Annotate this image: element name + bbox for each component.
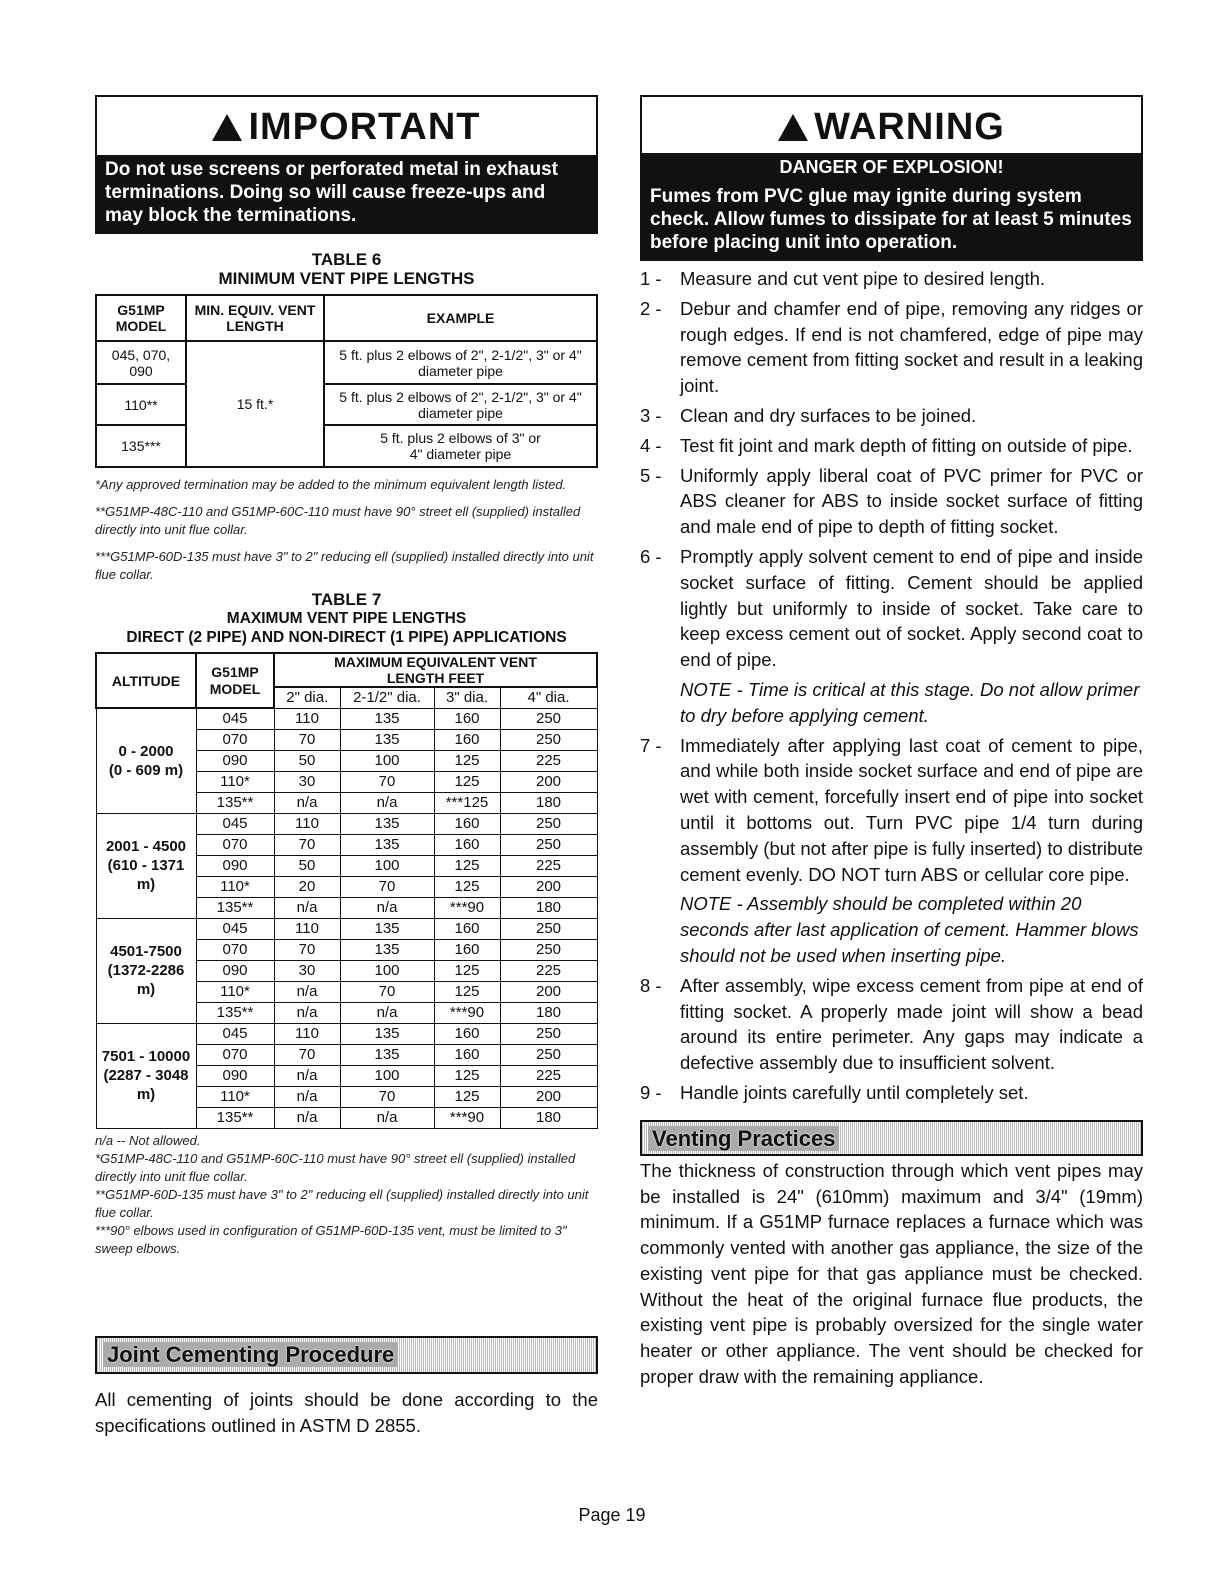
model-cell: 070 [196,939,274,960]
step-number: 3 - [640,404,662,426]
header-model: G51MP MODEL [196,653,274,708]
length-cell: n/a [340,1107,434,1128]
length-cell: 30 [274,771,340,792]
table6-subtitle: MINIMUM VENT PIPE LENGTHS [218,269,475,288]
joint-heading [95,1336,598,1374]
step-text: Clean and dry surfaces to be joined. [680,404,977,426]
warning-text: Fumes from PVC glue may ignite during system check. Allow fumes to dissipate for at least 5 minutes before placing unit into operation. [650,186,1132,253]
length-cell: 250 [500,1044,597,1065]
length-cell: 160 [434,1044,500,1065]
length-cell: 160 [434,708,500,729]
step-item [640,296,1143,399]
length-cell: 100 [340,960,434,981]
header-altitude: ALTITUDE [96,653,196,708]
warning-triangle-icon [212,114,242,141]
table-row [96,1023,597,1044]
altitude-m: (610 - 1371 m) [107,857,185,893]
length-cell: 125 [434,855,500,876]
length-cell: 250 [500,708,597,729]
length-cell: 160 [434,834,500,855]
min-length-cell: 15 ft.* [186,341,324,467]
example-cell: 5 ft. plus 2 elbows of 2", 2-1/2", 3" or 4" diameter pipe [324,341,597,384]
length-cell: 125 [434,960,500,981]
table-row [96,918,597,939]
step-text: After assembly, wipe excess cement from pipe at end of fitting socket. A properly made joint will show a bead around its entire perimeter. Any gaps may indicate a defective assembly due to insufficient solvent. [680,974,1143,1074]
venting-heading-text: Venting Practices [648,1126,839,1151]
length-cell: 100 [340,855,434,876]
length-cell: n/a [340,792,434,813]
length-cell: 250 [500,813,597,834]
table7-subtitle: MAXIMUM VENT PIPE LENGTHS [226,610,467,627]
warning-box [640,95,1143,261]
table7-footnote: n/a -- Not allowed. [95,1132,201,1148]
step-number: 8 - [640,974,662,996]
length-cell: 110 [274,813,340,834]
length-cell: 70 [274,729,340,750]
length-cell: 135 [340,918,434,939]
step-number: 4 - [640,434,662,456]
length-cell: 125 [434,771,500,792]
altitude-m: (2287 - 3048 m) [103,1067,189,1103]
table7-footnote: *G51MP-48C-110 and G51MP-60C-110 must have 90° street ell (supplied) installed directly into unit flue collar. [95,1150,576,1184]
model-cell: 045 [196,813,274,834]
length-cell: 180 [500,1107,597,1128]
length-cell: 225 [500,750,597,771]
table7-footnote: **G51MP-60D-135 must have 3" to 2" reducing ell (supplied) installed directly into unit flue collar. [95,1186,589,1220]
step-item [640,403,1143,429]
table7-footnote: ***90° elbows used in configuration of G51MP-60D-135 vent, must be limited to 3" sweep elbows. [95,1222,567,1256]
step-item [640,1080,1143,1106]
model-cell: 090 [196,1065,274,1086]
table-row [96,708,597,729]
altitude-ft: 0 - 2000 [118,742,174,760]
length-cell: 180 [500,1002,597,1023]
step-text: Uniformly apply liberal coat of PVC primer for PVC or ABS cleaner for ABS to inside socket surface of fitting and male end of pipe to depth of fitting socket. [680,464,1143,538]
model-cell: 045 [196,918,274,939]
length-cell: 160 [434,813,500,834]
length-cell: 70 [340,771,434,792]
altitude-cell [96,918,196,1023]
header-model: G51MP MODEL [96,295,186,341]
header-dia: 4" dia. [500,687,597,708]
table6-footnote: **G51MP-48C-110 and G51MP-60C-110 must have 90° street ell (supplied) installed directly into unit flue collar. [95,504,581,537]
length-cell: 70 [340,1086,434,1107]
header-min-length: MIN. EQUIV. VENT LENGTH [186,295,324,341]
step-item [640,973,1143,1076]
length-cell: n/a [274,1002,340,1023]
warning-title: WARNING [814,106,1005,148]
step-item [640,463,1143,540]
length-cell: 125 [434,750,500,771]
joint-heading-text: Joint Cementing Procedure [103,1342,398,1367]
step-text: Promptly apply solvent cement to end of pipe and inside socket surface of fitting. Cement should be applied lightly but uniformly to inside of socket. Take care to keep excess cement out of socket. Apply second coat to end of pipe. [680,545,1143,671]
length-cell: 70 [274,1044,340,1065]
step-text: Handle joints carefully until completely set. [680,1081,1029,1103]
step-text: Immediately after applying last coat of cement to pipe, and while both inside socket surface and end of pipe are wet with cement, forcefully insert end of pipe into socket until it bottoms out. Turn PVC pipe 1/4 turn during assembly (but not after pipe is fully inserted) to distribute cement evenly. DO NOT turn ABS or cellular core pipe. [680,734,1143,885]
step-item [640,266,1143,292]
length-cell: n/a [274,1107,340,1128]
length-cell: 250 [500,1023,597,1044]
right-column [640,95,1143,1390]
length-cell: 135 [340,1044,434,1065]
length-cell: 100 [340,750,434,771]
length-cell: 135 [340,939,434,960]
length-cell: 200 [500,981,597,1002]
procedure-steps [640,266,1143,1106]
model-cell: 070 [196,729,274,750]
length-cell: 125 [434,1086,500,1107]
venting-text: The thickness of construction through which vent pipes may be installed is 24" (610mm) maximum and 3/4" (19mm) minimum. If a G51MP furnace replaces a furnace which was commonly vented with another gas appliance, the size of the existing vent pipe for that gas appliance must be checked. Without the heat of the original furnace flue products, the existing vent pipe is probably oversized for the single water heater or other appliance. The vent should be checked for proper draw with the remaining appliance. [640,1159,1143,1388]
example-cell: 5 ft. plus 2 elbows of 2", 2-1/2", 3" or 4" diameter pipe [324,384,597,425]
length-cell: 50 [274,855,340,876]
table-row [96,813,597,834]
length-cell: 250 [500,834,597,855]
step-note: NOTE - Assembly should be completed within 20 seconds after last application of cement. Hammer blows should not be used when inserting pipe. [680,893,1139,966]
length-cell: 125 [434,981,500,1002]
length-cell: 225 [500,855,597,876]
length-cell: 135 [340,1023,434,1044]
length-cell: 125 [434,1065,500,1086]
length-cell: 70 [340,981,434,1002]
step-number: 7 - [640,734,662,756]
important-box [95,95,598,234]
length-cell: 225 [500,1065,597,1086]
model-cell: 110* [196,1086,274,1107]
length-cell: ***90 [434,1002,500,1023]
length-cell: 200 [500,771,597,792]
length-cell: 110 [274,918,340,939]
model-cell: 090 [196,855,274,876]
model-cell: 045, 070, 090 [96,341,186,384]
length-cell: 135 [340,813,434,834]
length-cell: 70 [340,876,434,897]
model-cell: 110* [196,876,274,897]
length-cell: 50 [274,750,340,771]
table7-subtitle: DIRECT (2 PIPE) AND NON-DIRECT (1 PIPE) APPLICATIONS [126,629,567,646]
length-cell: 135 [340,729,434,750]
length-cell: 70 [274,939,340,960]
step-number: 9 - [640,1081,662,1103]
important-title: IMPORTANT [248,106,481,148]
length-cell: 110 [274,1023,340,1044]
altitude-ft: 7501 - 10000 [101,1048,191,1065]
altitude-cell [96,708,196,813]
length-cell: 160 [434,729,500,750]
altitude-m: (0 - 609 m) [108,761,184,779]
model-cell: 045 [196,1023,274,1044]
step-item [640,433,1143,459]
length-cell: 160 [434,939,500,960]
altitude-cell [96,1023,196,1128]
model-cell: 090 [196,750,274,771]
altitude-m: (1372-2286 m) [107,962,185,998]
table7 [95,652,598,1129]
length-cell: n/a [340,1002,434,1023]
length-cell: 125 [434,876,500,897]
length-cell: ***125 [434,792,500,813]
length-cell: 30 [274,960,340,981]
length-cell: 135 [340,708,434,729]
length-cell: 135 [340,834,434,855]
length-cell: 160 [434,1023,500,1044]
header-dia: 2-1/2" dia. [340,687,434,708]
length-cell: 250 [500,939,597,960]
step-item [640,544,1143,673]
venting-heading [640,1120,1143,1156]
length-cell: 100 [340,1065,434,1086]
joint-section [95,1336,598,1439]
model-cell: 135** [196,1002,274,1023]
important-text: Do not use screens or perforated metal in exhaust terminations. Doing so will cause freeze-ups and may block the terminations. [97,155,596,232]
length-cell: 180 [500,792,597,813]
step-number: 6 - [640,545,662,567]
table6-title: TABLE 6 [311,250,382,269]
step-note: NOTE - Time is critical at this stage. Do not allow primer to dry before applying cement. [680,678,1140,726]
model-cell: 070 [196,834,274,855]
length-cell: n/a [274,1086,340,1107]
length-cell: 160 [434,918,500,939]
length-cell: 70 [274,834,340,855]
length-cell: 250 [500,918,597,939]
model-cell: 135** [196,792,274,813]
left-column [95,95,598,1258]
header-example: EXAMPLE [324,295,597,341]
model-cell: 135** [196,897,274,918]
length-cell: 180 [500,897,597,918]
length-cell: n/a [274,981,340,1002]
model-cell: 110** [96,384,186,425]
altitude-ft: 2001 - 4500 [105,838,187,855]
length-cell: 110 [274,708,340,729]
warning-subtitle: DANGER OF EXPLOSION! [779,157,1004,177]
length-cell: ***90 [434,1107,500,1128]
step-number: 1 - [640,268,662,289]
header-max-length: MAXIMUM EQUIVALENT VENT LENGTH FEET [274,653,597,687]
length-cell: 200 [500,876,597,897]
table6 [95,294,598,468]
model-cell: 110* [196,771,274,792]
joint-text: All cementing of joints should be done according to the specifications outlined in ASTM D 2855. [95,1389,598,1436]
header-dia: 2" dia. [274,687,340,708]
step-number: 5 - [640,464,662,486]
length-cell: n/a [274,792,340,813]
model-cell: 070 [196,1044,274,1065]
length-cell: n/a [274,1065,340,1086]
model-cell: 090 [196,960,274,981]
altitude-ft: 4501-7500 [110,943,182,960]
length-cell: 200 [500,1086,597,1107]
model-cell: 135*** [96,425,186,467]
page-number: Page 19 [578,1505,646,1525]
length-cell: 250 [500,729,597,750]
table7-title: TABLE 7 [311,590,382,609]
length-cell: n/a [274,897,340,918]
altitude-cell [96,813,196,918]
model-cell: 135** [196,1107,274,1128]
step-text: Test fit joint and mark depth of fitting on outside of pipe. [680,434,1133,456]
step-item [640,733,1143,888]
length-cell: 225 [500,960,597,981]
step-number: 2 - [640,297,662,319]
step-text: Measure and cut vent pipe to desired length. [680,268,1046,289]
table6-footnote: ***G51MP-60D-135 must have 3" to 2" reducing ell (supplied) installed directly into unit flue collar. [95,549,594,582]
header-dia: 3" dia. [434,687,500,708]
example-cell: 5 ft. plus 2 elbows of 3" or 4" diameter pipe [324,425,597,467]
table6-footnote: *Any approved termination may be added to the minimum equivalent length listed. [95,477,567,492]
step-text: Debur and chamfer end of pipe, removing any ridges or rough edges. If end is not chamfered, edge of pipe may remove cement from fitting socket and result in a leaking joint. [680,297,1143,397]
model-cell: 110* [196,981,274,1002]
length-cell: n/a [340,897,434,918]
warning-triangle-icon [778,114,808,141]
model-cell: 045 [196,708,274,729]
length-cell: ***90 [434,897,500,918]
length-cell: 20 [274,876,340,897]
